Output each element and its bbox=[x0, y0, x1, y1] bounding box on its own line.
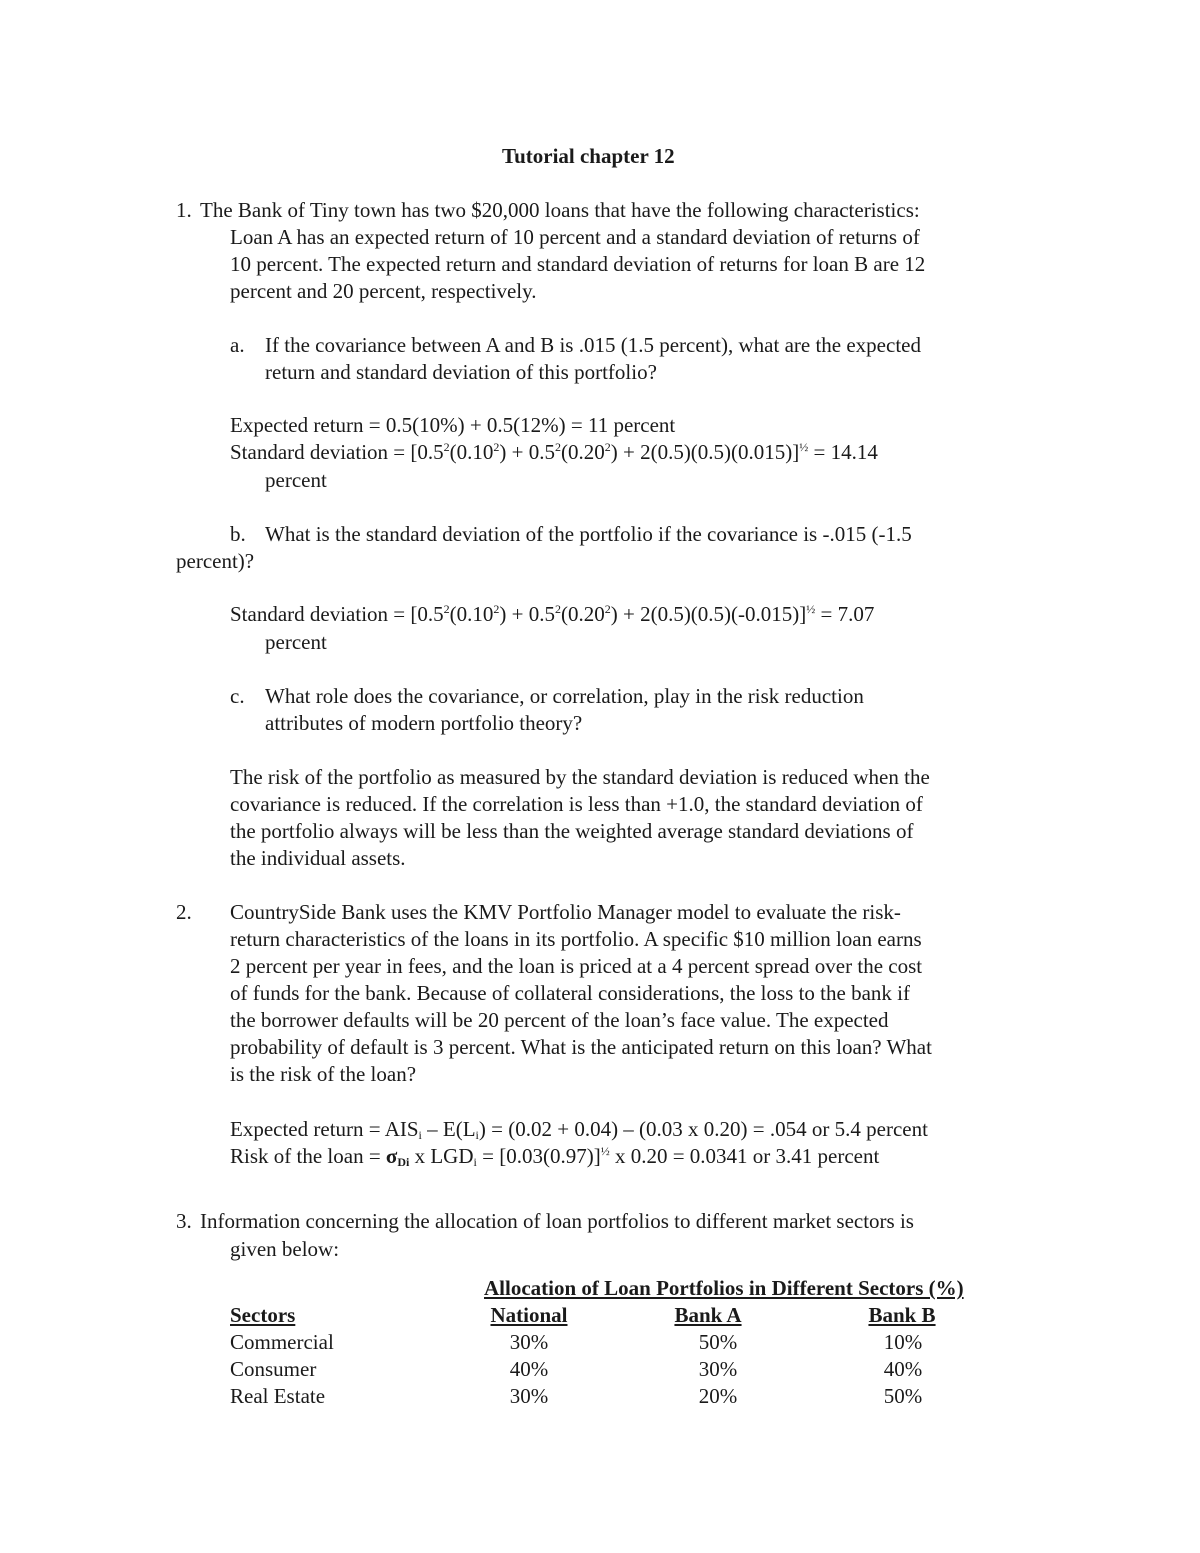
q1c-answer-line-2: covariance is reduced. If the correlation is less than +1.0, the standard deviation of bbox=[230, 792, 923, 816]
table-cell-bank-a: 20% bbox=[698, 1384, 738, 1408]
table-cell-national: 30% bbox=[509, 1384, 549, 1408]
q2-line-3: 2 percent per year in fees, and the loan is priced at a 4 percent spread over the cost bbox=[230, 954, 923, 978]
q3-line-1: Information concerning the allocation of loan portfolios to different market sectors is bbox=[200, 1209, 914, 1233]
q2-line-7: is the risk of the loan? bbox=[230, 1062, 417, 1086]
table-header-national: National bbox=[490, 1303, 568, 1327]
q1c-answer-line-1: The risk of the portfolio as measured by the standard deviation is reduced when the bbox=[230, 765, 930, 789]
q1c-question-line-1: What role does the covariance, or correlation, play in the risk reduction bbox=[265, 684, 864, 708]
q1b-sd-unit: percent bbox=[265, 630, 327, 654]
q2-expected-return: Expected return = $AIS_i - E(L_i) = (0.02 + 0.04) - (0.03$ x 0.20) = .054 or 5.4 percent bbox=[230, 1117, 928, 1142]
allocation-table-title: Allocation of Loan Portfolios in Different Sectors (%) bbox=[484, 1276, 964, 1300]
q1-intro-line-2: Loan A has an expected return of 10 percent and a standard deviation of returns of bbox=[230, 225, 920, 249]
table-cell-sector: Commercial bbox=[230, 1330, 334, 1354]
table-cell-bank-b: 10% bbox=[883, 1330, 923, 1354]
table-cell-national: 40% bbox=[509, 1357, 549, 1381]
q1-intro-line-1: The Bank of Tiny town has two $20,000 loans that have the following characteristics: bbox=[200, 198, 920, 222]
q1c-label: c. bbox=[230, 684, 245, 708]
q1-intro-line-4: percent and 20 percent, respectively. bbox=[230, 279, 537, 303]
table-cell-bank-b: 40% bbox=[883, 1357, 923, 1381]
q2-line-4: of funds for the bank. Because of collateral considerations, the loss to the bank if bbox=[230, 981, 910, 1005]
table-header-bank-b: Bank B bbox=[868, 1303, 936, 1327]
q1b-label: b. bbox=[230, 522, 246, 546]
q2-number: 2. bbox=[176, 900, 192, 924]
table-cell-national: 30% bbox=[509, 1330, 549, 1354]
q1b-question-line-2: percent)? bbox=[176, 549, 255, 573]
table-cell-sector: Consumer bbox=[230, 1357, 317, 1381]
q1c-answer-line-4: the individual assets. bbox=[230, 846, 406, 870]
q2-line-2: return characteristics of the loans in its portfolio. A specific $10 million loan earns bbox=[230, 927, 922, 951]
q1c-answer-line-3: the portfolio always will be less than the weighted average standard deviations of bbox=[230, 819, 914, 843]
q1a-expected-return: Expected return = 0.5(10%) + 0.5(12%) = 11 percent bbox=[230, 413, 676, 437]
table-cell-bank-b: 50% bbox=[883, 1384, 923, 1408]
q2-line-6: probability of default is 3 percent. What is the anticipated return on this loan? What bbox=[230, 1035, 932, 1059]
q3-number: 3. bbox=[176, 1209, 192, 1233]
table-cell-sector: Real Estate bbox=[230, 1384, 326, 1408]
q1a-question-line-2: return and standard deviation of this portfolio? bbox=[265, 360, 657, 384]
q1a-question-line-1: If the covariance between A and B is .015 (1.5 percent), what are the expected bbox=[265, 333, 921, 357]
q1a-label: a. bbox=[230, 333, 245, 357]
q2-risk-of-loan: Risk of the loan = $\sigma_{Di}$ x $LGD_i = [0.03(0.97)]^{\frac{1}{2}}$ x 0.20 = 0.0341 or 3.41 percent bbox=[230, 1144, 880, 1169]
q1c-question-line-2: attributes of modern portfolio theory? bbox=[265, 711, 583, 735]
q1-number: 1. bbox=[176, 198, 192, 222]
q1a-standard-deviation: Standard deviation = $[0.5^2(0.10^2) + 0.5^2(0.20^2) + 2(0.5)(0.5)(0.015)]^{\frac{1}{2}} = 14.14$ bbox=[230, 440, 878, 464]
q1b-question-line-1: What is the standard deviation of the portfolio if the covariance is -.015 (-1.5 bbox=[265, 522, 912, 546]
q1-intro-line-3: 10 percent. The expected return and standard deviation of returns for loan B are 12 bbox=[230, 252, 926, 276]
table-cell-bank-a: 50% bbox=[698, 1330, 738, 1354]
page-title: Tutorial chapter 12 bbox=[502, 144, 675, 168]
table-cell-bank-a: 30% bbox=[698, 1357, 738, 1381]
q1a-sd-unit: percent bbox=[265, 468, 327, 492]
q1b-standard-deviation: Standard deviation = $[0.5^2(0.10^2) + 0.5^2(0.20^2) + 2(0.5)(0.5)(-0.015)]^{\frac{1}{2}} = 7.07$ bbox=[230, 602, 875, 626]
q2-line-1: CountrySide Bank uses the KMV Portfolio Manager model to evaluate the risk- bbox=[230, 900, 901, 924]
q3-line-2: given below: bbox=[230, 1237, 340, 1261]
table-header-sectors: Sectors bbox=[230, 1303, 296, 1327]
table-header-bank-a: Bank A bbox=[674, 1303, 742, 1327]
q2-line-5: the borrower defaults will be 20 percent of the loan’s face value. The expected bbox=[230, 1008, 889, 1032]
